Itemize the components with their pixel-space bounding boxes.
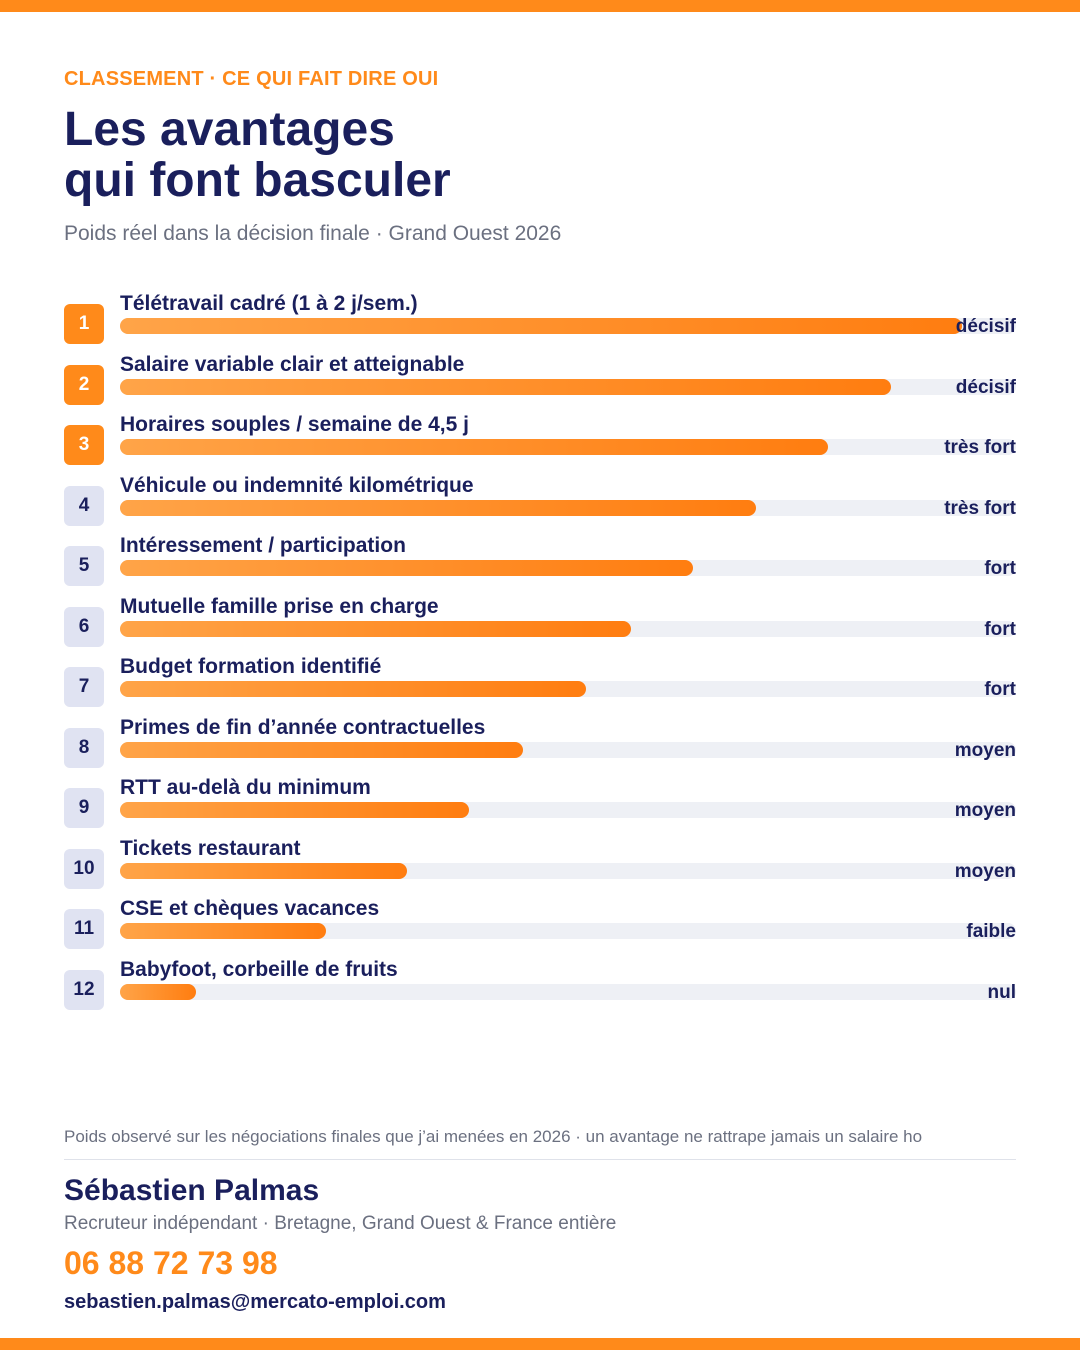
bar-track: [120, 621, 1016, 637]
rank-badge: 9: [64, 788, 104, 828]
rank-badge: 11: [64, 909, 104, 949]
kicker: CLASSEMENT · CE QUI FAIT DIRE OUI: [64, 68, 439, 90]
chart-row: [64, 897, 1016, 965]
bar-level-label: décisif: [955, 316, 1016, 337]
subtitle: Poids réel dans la décision finale · Grand Ouest 2026: [64, 222, 562, 245]
bar-track: [120, 802, 1016, 818]
footnote: Poids observé sur les négociations finales que j’ai menées en 2026 · un avantage ne rattrape jamais un salaire ho: [64, 1127, 923, 1146]
bottom-accent-bar: [0, 1338, 1080, 1350]
bar-fill: [120, 379, 891, 395]
chart-row: [64, 655, 1016, 723]
bar-label: Mutuelle famille prise en charge: [120, 595, 439, 618]
bar-level-label: moyen: [954, 861, 1016, 882]
bar-track: [120, 500, 1016, 516]
title-line-2: qui font basculer: [64, 154, 451, 207]
bar-track: [120, 863, 1016, 879]
rank-badge: 1: [64, 304, 104, 344]
bar-fill: [120, 318, 962, 334]
divider: [64, 1159, 1016, 1160]
bar-level-label: nul: [987, 982, 1016, 1003]
bar-fill: [120, 500, 756, 516]
bar-fill: [120, 863, 407, 879]
bar-level-label: fort: [984, 619, 1016, 640]
rank-badge: 4: [64, 486, 104, 526]
bar-label: Télétravail cadré (1 à 2 j/sem.): [120, 292, 418, 315]
title-line-1: Les avantages: [64, 103, 395, 156]
bar-track: [120, 379, 1016, 395]
bar-level-label: très fort: [944, 498, 1016, 519]
bar-level-label: fort: [984, 679, 1016, 700]
chart-row: [64, 534, 1016, 602]
rank-badge: 12: [64, 970, 104, 1010]
bar-label: Horaires souples / semaine de 4,5 j: [120, 413, 469, 436]
bar-fill: [120, 621, 631, 637]
bar-label: CSE et chèques vacances: [120, 897, 380, 920]
bar-level-label: très fort: [944, 437, 1016, 458]
bar-fill: [120, 560, 693, 576]
email-link[interactable]: sebastien.palmas@mercato-emploi.com: [64, 1291, 446, 1313]
bar-track: [120, 742, 1016, 758]
bar-level-label: moyen: [954, 740, 1016, 761]
bar-track: [120, 318, 1016, 334]
bar-track: [120, 984, 1016, 1000]
bar-label: Intéressement / participation: [120, 534, 406, 557]
rank-badge: 10: [64, 849, 104, 889]
rank-badge: 8: [64, 728, 104, 768]
bar-label: Budget formation identifié: [120, 655, 382, 678]
bar-fill: [120, 681, 586, 697]
bar-fill: [120, 923, 326, 939]
phone-number[interactable]: 06 88 72 73 98: [64, 1245, 278, 1281]
rank-badge: 2: [64, 365, 104, 405]
bar-label: Primes de fin d’année contractuelles: [120, 716, 486, 739]
rank-badge: 7: [64, 667, 104, 707]
bar-label: Babyfoot, corbeille de fruits: [120, 958, 398, 981]
author-name: Sébastien Palmas: [64, 1174, 320, 1207]
bar-level-label: fort: [984, 558, 1016, 579]
bar-label: RTT au-delà du minimum: [120, 776, 371, 799]
chart-row: [64, 413, 1016, 481]
bar-level-label: faible: [966, 921, 1016, 942]
bar-level-label: décisif: [955, 377, 1016, 398]
rank-badge: 6: [64, 607, 104, 647]
bar-level-label: moyen: [954, 800, 1016, 821]
bar-label: Tickets restaurant: [120, 837, 301, 860]
bar-fill: [120, 439, 828, 455]
chart-row: [64, 292, 1016, 360]
bar-label: Véhicule ou indemnité kilométrique: [120, 474, 474, 497]
chart-row: [64, 958, 1016, 1026]
bar-fill: [120, 984, 196, 1000]
rank-badge: 3: [64, 425, 104, 465]
rank-badge: 5: [64, 546, 104, 586]
bar-track: [120, 923, 1016, 939]
bar-track: [120, 439, 1016, 455]
author-role: Recruteur indépendant · Bretagne, Grand Ouest & France entière: [64, 1213, 617, 1234]
bar-fill: [120, 742, 523, 758]
chart-row: [64, 776, 1016, 844]
bar-label: Salaire variable clair et atteignable: [120, 353, 465, 376]
bar-track: [120, 560, 1016, 576]
bar-track: [120, 681, 1016, 697]
bar-fill: [120, 802, 469, 818]
